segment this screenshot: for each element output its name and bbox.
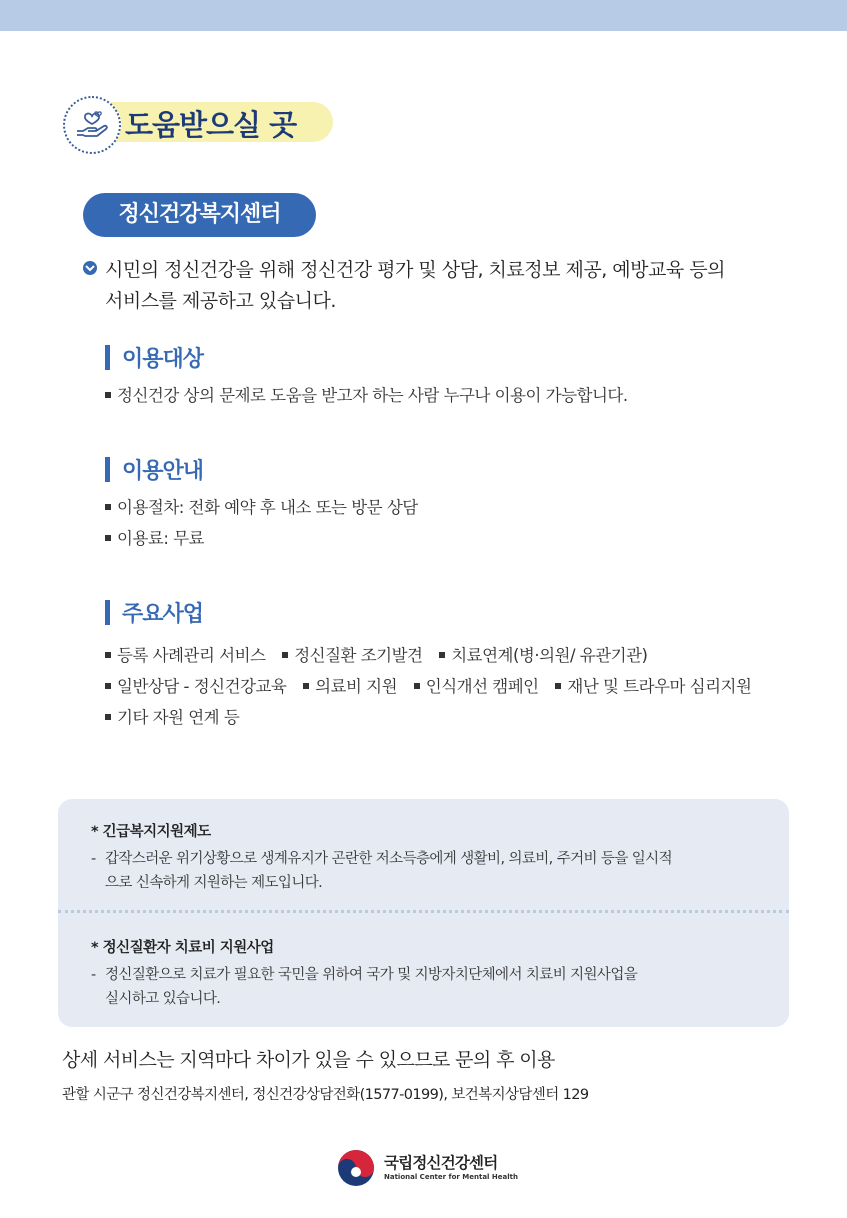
organization-logo [336,1148,536,1188]
dotted-divider [58,910,789,913]
guide-list [105,492,418,554]
footer-contact-text: 관할 시군구 정신건강복지센터, 정신건강상담전화(1577-0199), 보건복지상담센터 129 [62,1087,589,1103]
list-item: 치료연계(병·의원/ 유관기관) [451,646,648,665]
taegeuk-logo-icon [336,1148,376,1188]
footer-main-text: 상세 서비스는 지역마다 차이가 있을 수 있으므로 문의 후 이용 [62,1049,555,1071]
note-line: - 정신질환으로 치료가 필요한 국민을 위하여 국가 및 지방자치단체에서 치료비 지원사업을 [91,967,638,983]
help-section-header [63,96,343,152]
list-row [105,640,751,671]
note-line: 실시하고 있습니다. [105,991,221,1007]
emergency-welfare-note [91,820,771,895]
note-title: * 정신질환자 치료비 지원사업 [91,940,274,956]
check-circle-icon [83,261,97,275]
list-item: 정신건강 상의 문제로 도움을 받고자 하는 사람 누구나 이용이 가능합니다. [105,380,628,411]
target-list [105,380,628,411]
hand-heart-icon [74,107,110,143]
list-item: 기타 자원 연계 등 [117,708,240,727]
top-color-bar [0,0,847,31]
note-title: * 긴급복지지원제도 [91,824,211,840]
logo-english-name: National Center for Mental Health [384,1173,518,1181]
treatment-support-note [91,936,771,1011]
intro-line-1: 시민의 정신건강을 위해 정신건강 평가 및 상담, 치료정보 제공, 예방교육 등의 [105,259,725,281]
intro-paragraph [83,255,783,317]
logo-korean-name: 국립정신건강센터 [384,1154,498,1172]
hand-heart-badge [63,96,121,154]
note-line: - 갑작스러운 위기상황으로 생계유지가 곤란한 저소득층에게 생활비, 의료비, 주거비 등을 일시적 [91,851,672,867]
section-title: 주요사업 [122,602,204,627]
notice-box [58,799,789,1027]
list-item: 재난 및 트라우마 심리지원 [567,677,752,696]
list-item: 등록 사례관리 서비스 [117,646,266,665]
list-item: 인식개선 캠페인 [425,677,539,696]
main-work-list [105,640,751,733]
section-title: 이용안내 [122,459,204,484]
list-item: 이용절차: 전화 예약 후 내소 또는 방문 상담 [105,492,418,523]
section-title: 이용대상 [122,347,204,372]
center-name-badge: 정신건강복지센터 [83,193,316,237]
intro-line-2: 서비스를 제공하고 있습니다. [105,290,336,312]
section-bar [105,345,110,370]
list-row [105,671,751,702]
help-title: 도움받으실 곳 [125,108,297,142]
note-line: 으로 신속하게 지원하는 제도입니다. [105,875,323,891]
list-row [105,702,751,733]
list-item: 의료비 지원 [315,677,398,696]
section-bar [105,457,110,482]
list-item: 일반상담 - 정신건강교육 [117,677,287,696]
list-item: 정신질환 조기발견 [294,646,423,665]
section-bar [105,600,110,625]
list-item: 이용료: 무료 [105,523,418,554]
